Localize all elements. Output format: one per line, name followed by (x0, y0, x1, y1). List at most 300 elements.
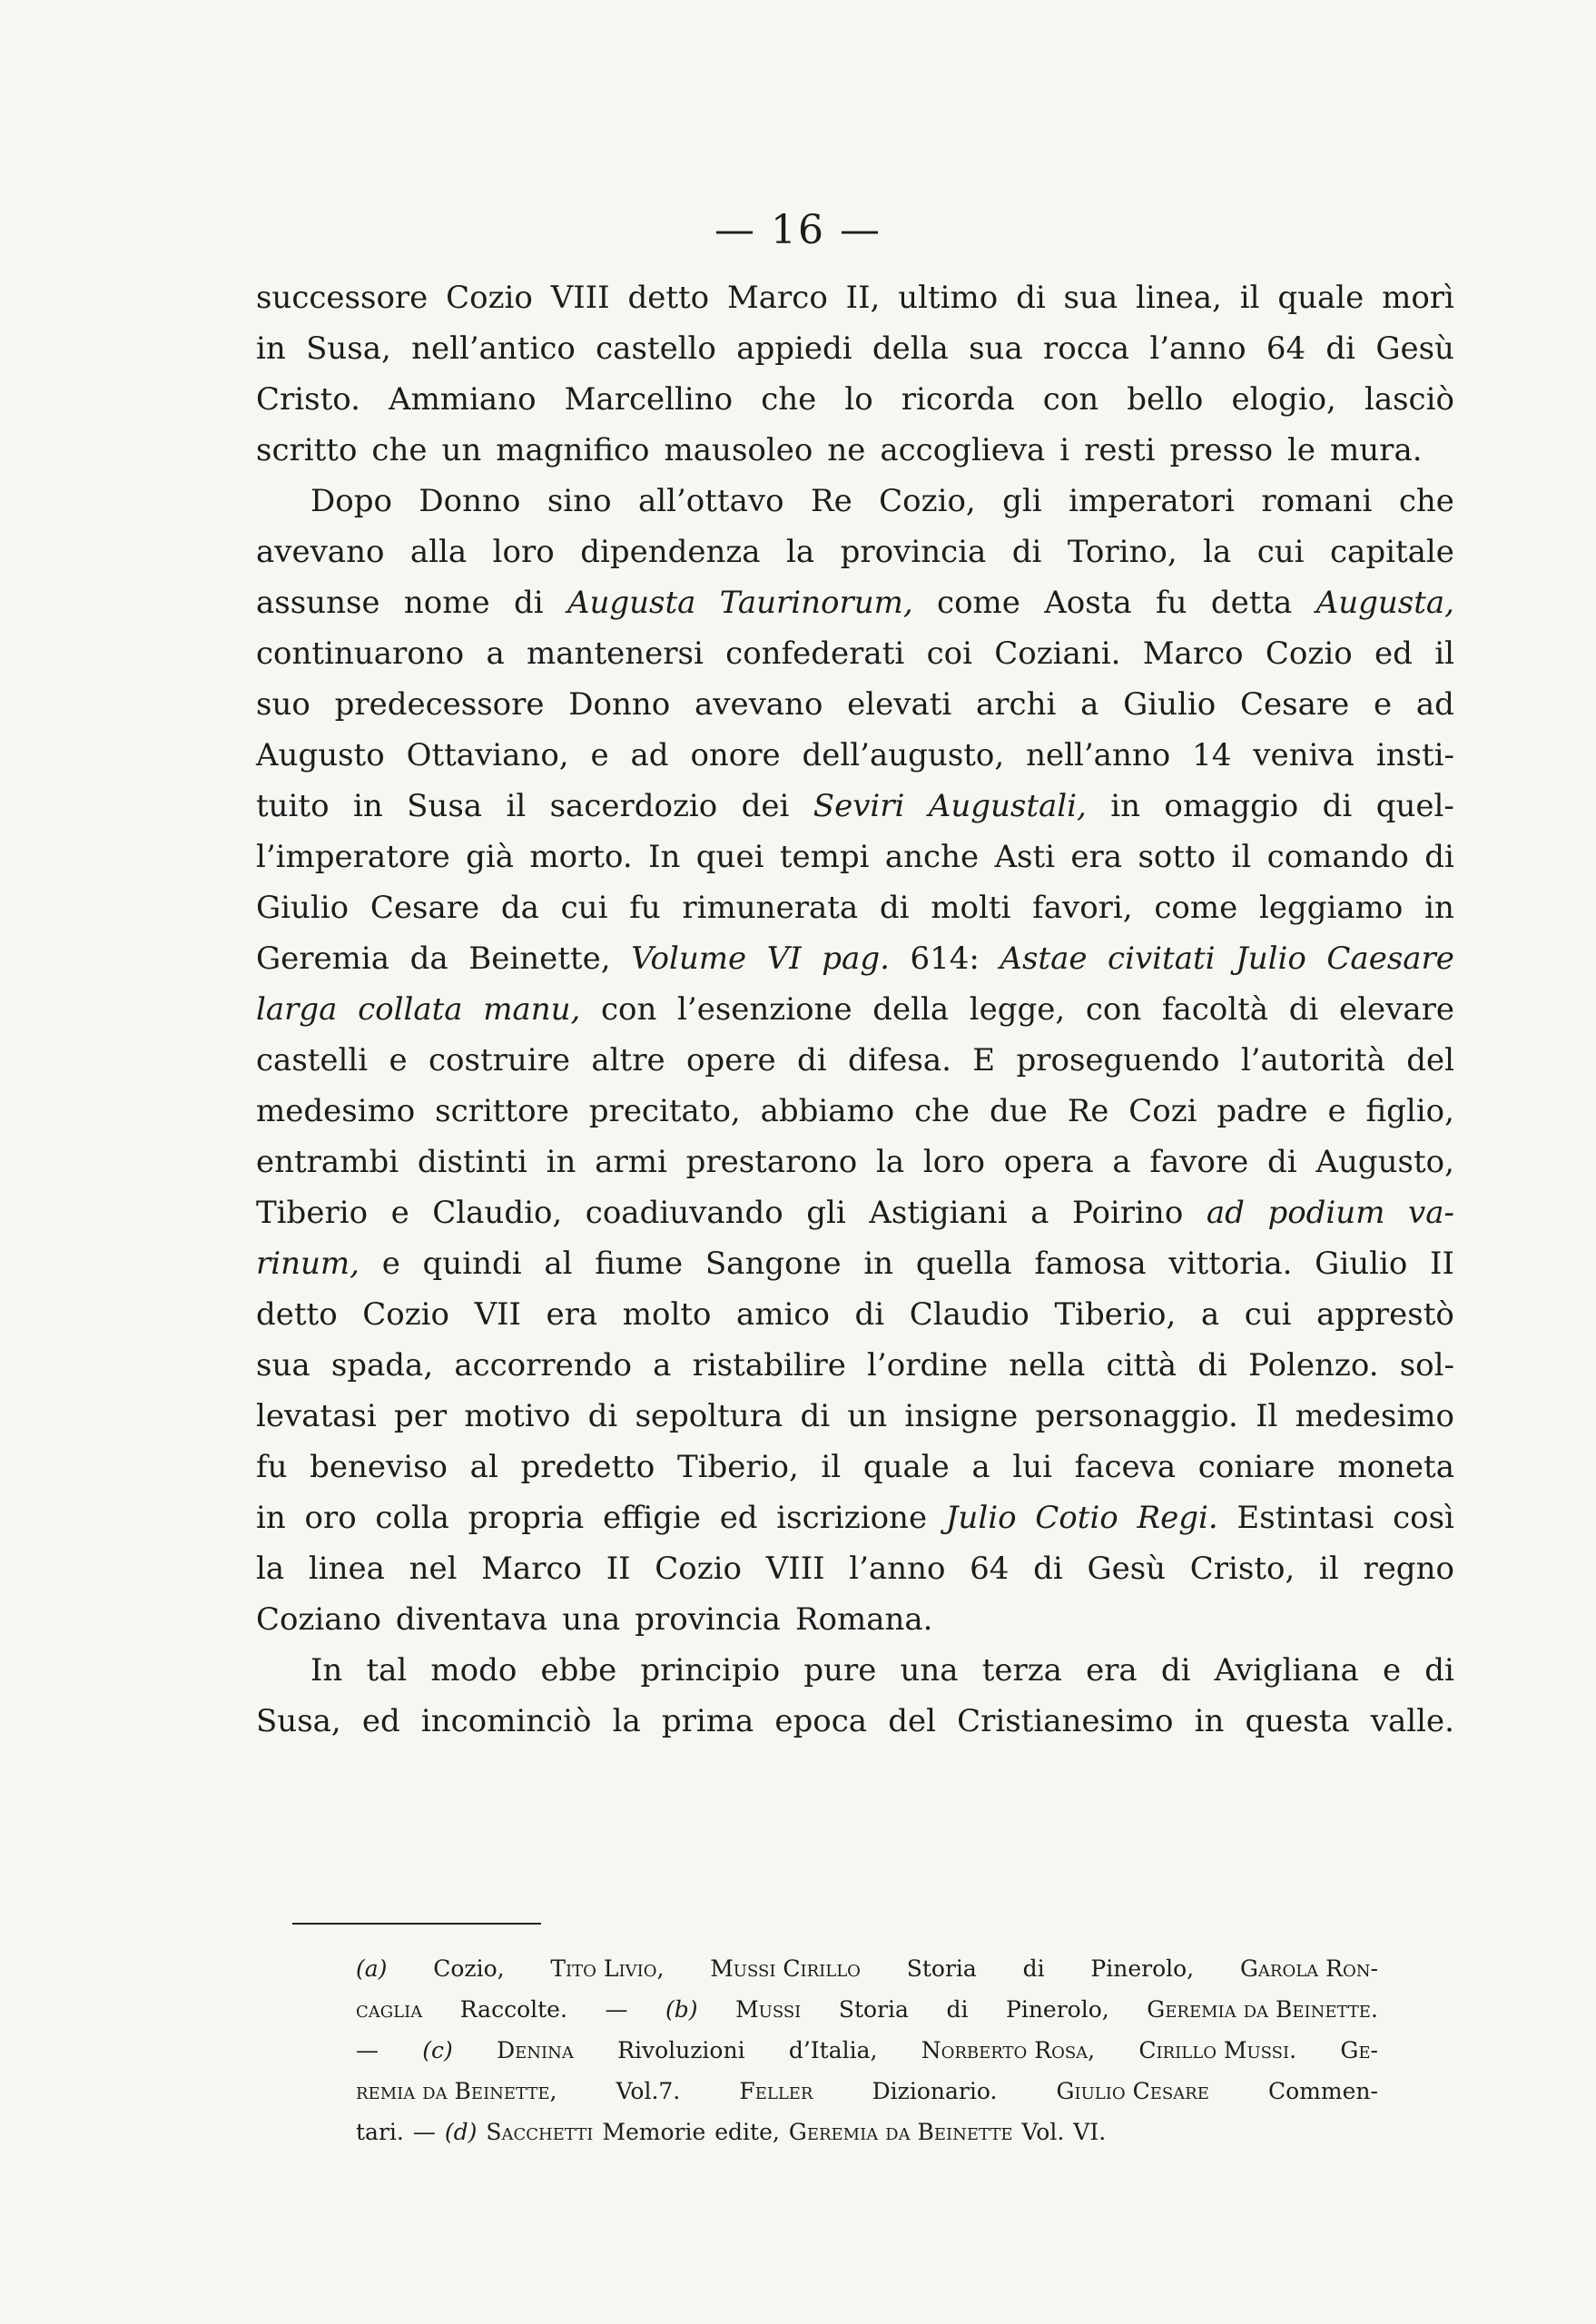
word: legge, (969, 991, 1066, 1028)
word: Tiberio, (1054, 1296, 1177, 1333)
word: ebbe (540, 1652, 617, 1689)
word: Asti (994, 839, 1056, 875)
word: Sangone (704, 1246, 842, 1282)
word: sua (256, 1347, 310, 1384)
word: Gesù (1375, 330, 1454, 367)
word: Il (1256, 1398, 1278, 1434)
word: predetto (520, 1449, 655, 1485)
word: della (872, 991, 950, 1028)
word: Cristianesimo (957, 1703, 1174, 1739)
word: Tiberio (256, 1195, 369, 1231)
word: di (513, 585, 544, 621)
word: un (441, 432, 482, 468)
word: epoca (774, 1703, 868, 1739)
word: Cesare (369, 890, 480, 926)
word: il (1434, 635, 1454, 672)
word: Augusta (566, 585, 696, 621)
word: difesa. (848, 1042, 951, 1078)
word: con (1042, 381, 1099, 418)
word: (a) (356, 1955, 388, 1982)
word: linea (308, 1551, 385, 1587)
word: Cozio (446, 280, 533, 316)
body-text (256, 272, 1454, 1747)
word: Julio (1236, 940, 1306, 977)
word: e (390, 1195, 409, 1231)
word: anche (884, 839, 980, 875)
word: Claudio (909, 1296, 1030, 1333)
word: leggiamo (1258, 890, 1404, 926)
footnote-line (356, 1989, 1378, 2030)
word: Denina (497, 2037, 574, 2063)
word: città (1106, 1347, 1177, 1384)
word: opera (1003, 1144, 1094, 1180)
word: da (409, 940, 448, 977)
word: Donno (568, 686, 671, 723)
word: del (888, 1703, 936, 1739)
word: Re (811, 483, 852, 519)
word: Marcellino (564, 381, 734, 418)
word: padre (1217, 1093, 1308, 1129)
word: famosa (1034, 1246, 1147, 1282)
word: il (1319, 1551, 1339, 1587)
word: omaggio (1164, 788, 1299, 824)
word: nel (409, 1551, 458, 1587)
text-line (256, 984, 1454, 1035)
footnote-separator (292, 1923, 541, 1925)
word: Taurinorum, (719, 585, 913, 621)
word: romani (1261, 483, 1373, 519)
word: sepoltura (635, 1398, 783, 1434)
word: a (486, 635, 505, 672)
word: armi (595, 1144, 667, 1180)
word: onore (690, 737, 781, 773)
word: entrambi (256, 1144, 399, 1180)
word: accorrendo (454, 1347, 632, 1384)
word: Susa, (306, 330, 391, 367)
word: Poirino (1071, 1195, 1184, 1231)
word: ultimo (898, 280, 999, 316)
word: in (1424, 890, 1454, 926)
text-line (256, 425, 1454, 476)
word: un (847, 1398, 888, 1434)
footnote-line (356, 2030, 1378, 2071)
word: di (1325, 330, 1356, 367)
word: le (1287, 432, 1316, 468)
word: per (393, 1398, 448, 1434)
word: comando (1266, 839, 1409, 875)
word: a (1200, 1296, 1220, 1333)
word: edite, (714, 2119, 780, 2145)
word: all’ottavo (637, 483, 784, 519)
word: nell’anno (1026, 737, 1171, 773)
word: in (256, 1500, 286, 1536)
word: di (879, 890, 910, 926)
word: larga (256, 991, 338, 1028)
word: facoltà (1161, 991, 1269, 1028)
word: Donno (419, 483, 521, 519)
word: Vol.7. (616, 2078, 681, 2104)
word: ad (1206, 1195, 1245, 1231)
word: VI. (1073, 2119, 1107, 2145)
word: oro (304, 1500, 357, 1536)
word: morì (1382, 280, 1454, 316)
text-line (256, 323, 1454, 374)
word: Ottaviano, (406, 737, 569, 773)
word: l’anno (849, 1551, 946, 1587)
word: la (1203, 534, 1232, 570)
word: successore (256, 280, 429, 316)
word: Cozi (1128, 1093, 1197, 1129)
word: confederati (725, 635, 905, 672)
text-line (256, 1594, 1454, 1645)
word: assunse (256, 585, 380, 621)
word: lui (1012, 1449, 1052, 1485)
word: l’anno (1149, 330, 1246, 367)
word: rinum, (256, 1246, 360, 1282)
word: era (1070, 839, 1123, 875)
word: predecessore (334, 686, 545, 723)
word: Marco (481, 1551, 583, 1587)
word: rocca (1043, 330, 1130, 367)
word: regno (1363, 1551, 1454, 1587)
text-line (256, 1442, 1454, 1492)
word: Dizionario. (872, 2078, 998, 2104)
word: la (256, 1551, 285, 1587)
word: Augusta, (1315, 585, 1454, 621)
word: Cozio (1265, 635, 1353, 672)
text-line (256, 1086, 1454, 1137)
word: di (797, 1042, 827, 1078)
word: dei (741, 788, 790, 824)
word: II (1430, 1246, 1454, 1282)
word: Commen- (1268, 2078, 1378, 2104)
text-line (256, 1391, 1454, 1442)
word: in (256, 330, 286, 367)
word: e (1382, 1652, 1402, 1689)
word: da (500, 890, 539, 926)
word: favore (1149, 1144, 1249, 1180)
word: Caesare (1326, 940, 1454, 977)
word: morto. (529, 839, 633, 875)
word: castello (596, 330, 716, 367)
word: Coziani. (994, 635, 1121, 672)
word: che (371, 432, 428, 468)
word: l’ordine (867, 1347, 989, 1384)
text-line (256, 882, 1454, 933)
word: ad (630, 737, 669, 773)
word: Ammiano (389, 381, 537, 418)
word: lasciò (1364, 381, 1454, 418)
word: due (990, 1093, 1048, 1129)
word: una (562, 1601, 621, 1638)
text-line (256, 781, 1454, 832)
word: d’Italia, (788, 2037, 878, 2063)
word: (b) (665, 1996, 698, 2023)
word: molti (931, 890, 1011, 926)
word: insigne (904, 1398, 1019, 1434)
text-line (256, 1543, 1454, 1594)
word: lo (844, 381, 873, 418)
word: gli (1002, 483, 1042, 519)
word: veniva (1253, 737, 1355, 773)
word: sino (547, 483, 612, 519)
word: imperatori (1069, 483, 1235, 519)
word: Giulio (256, 890, 350, 926)
word: fiume (595, 1246, 684, 1282)
footnote-line (356, 2071, 1378, 2112)
word: ristabilire (692, 1347, 846, 1384)
word: incominciò (420, 1703, 592, 1739)
text-line (256, 1492, 1454, 1543)
word: continuarono (256, 635, 465, 672)
word: Astigiani (869, 1195, 1008, 1231)
word: Torino, (1067, 534, 1177, 570)
text-line (256, 374, 1454, 425)
word: principio (640, 1652, 781, 1689)
word: medesimo (1295, 1398, 1454, 1434)
word: ed (719, 1500, 758, 1536)
word: quindi (422, 1246, 522, 1282)
word: l’autorità (1240, 1042, 1385, 1078)
word: il (821, 1449, 842, 1485)
word: quei (695, 839, 764, 875)
word: Cirillo Mussi. (1138, 2037, 1297, 2063)
word: di (854, 1296, 885, 1333)
word: sotto (1138, 839, 1217, 875)
word: amico (736, 1296, 830, 1333)
text-line (256, 1289, 1454, 1340)
word: in (863, 1246, 894, 1282)
word: Cozio (362, 1296, 449, 1333)
word: prestarono (685, 1144, 858, 1180)
word: a (971, 1449, 990, 1485)
word: presso (1169, 432, 1274, 468)
word: Coziano (256, 1601, 381, 1638)
word: 64 (1266, 330, 1306, 367)
word: Aosta (1044, 585, 1132, 621)
word: favori, (1032, 890, 1133, 926)
word: Estintasi (1236, 1500, 1374, 1536)
word: VIII (550, 280, 610, 316)
word: moneta (1337, 1449, 1454, 1485)
word: resti (1084, 432, 1156, 468)
word: Romana. (794, 1601, 933, 1638)
word: cui (1256, 534, 1305, 570)
word: civitati (1108, 940, 1216, 977)
word: molto (622, 1296, 712, 1333)
word: personaggio. (1035, 1398, 1238, 1434)
word: colla (375, 1500, 449, 1536)
footnote-line (356, 1948, 1378, 1989)
word: così (1393, 1500, 1454, 1536)
text-line (256, 628, 1454, 679)
word: accoglieva (880, 432, 1046, 468)
word: terza (981, 1652, 1062, 1689)
word: vittoria. (1168, 1246, 1293, 1282)
word: nome (403, 585, 490, 621)
word: detta (1210, 585, 1293, 621)
word: Tiberio, (676, 1449, 799, 1485)
word: provincia (635, 1601, 781, 1638)
word: va- (1408, 1195, 1454, 1231)
word: Claudio, (432, 1195, 563, 1231)
word: era (1086, 1652, 1138, 1689)
word: di (946, 1996, 969, 2023)
word: in (546, 1144, 576, 1180)
word: coi (926, 635, 972, 672)
word: cui (560, 890, 608, 926)
page-number: — 16 — (714, 207, 882, 253)
word: mausoleo (664, 432, 813, 468)
word: Pinerolo, (1090, 1955, 1195, 1982)
word: sacerdozio (549, 788, 718, 824)
word: di (587, 1398, 618, 1434)
word: già (466, 839, 515, 875)
word: Gesù (1087, 1551, 1167, 1587)
word: Rivoluzioni (617, 2037, 745, 2063)
word: Memorie (602, 2119, 706, 2145)
word: remia da Beinette, (356, 2078, 557, 2104)
word: valle. (1370, 1703, 1454, 1739)
word: proseguendo (1016, 1042, 1220, 1078)
text-line (256, 1340, 1454, 1391)
word: Mussi Cirillo (710, 1955, 861, 1982)
word: quel- (1375, 788, 1454, 824)
word: VII (474, 1296, 521, 1333)
word: detto (627, 280, 710, 316)
word: Cristo. (256, 381, 360, 418)
word: di (1011, 534, 1042, 570)
word: in (1110, 788, 1141, 824)
text-line (256, 1187, 1454, 1238)
word: sol- (1399, 1347, 1454, 1384)
word: di (1016, 280, 1046, 316)
text-line (256, 1696, 1454, 1747)
word: levatasi (256, 1398, 377, 1434)
word: medesimo (256, 1093, 416, 1129)
word: fu (1156, 585, 1187, 621)
word: Polenzo. (1248, 1347, 1379, 1384)
word: VIII (765, 1551, 825, 1587)
word: elevati (847, 686, 952, 723)
word: ricorda (901, 381, 1015, 418)
word: la (875, 1144, 905, 1180)
word: prima (661, 1703, 754, 1739)
word: insti- (1375, 737, 1454, 773)
word: coniare (1197, 1449, 1315, 1485)
word: Giulio (1123, 686, 1217, 723)
word: — (356, 2037, 379, 2063)
word: II (606, 1551, 631, 1587)
word: Cotio (1035, 1500, 1118, 1536)
text-line (256, 1645, 1454, 1696)
word: costruire (429, 1042, 571, 1078)
word: di (800, 1398, 831, 1434)
word: opere (685, 1042, 776, 1078)
word: diventava (395, 1601, 548, 1638)
word: in (1194, 1703, 1225, 1739)
word: mantenersi (527, 635, 704, 672)
word: loro (922, 1144, 985, 1180)
word: di (1033, 1551, 1063, 1587)
word: dipendenza (580, 534, 761, 570)
word: — (605, 1996, 628, 2023)
word: Susa (407, 788, 483, 824)
word: nell’antico (411, 330, 576, 367)
text-line (256, 527, 1454, 577)
word: spada, (330, 1347, 434, 1384)
word: con (1085, 991, 1142, 1028)
word: i (1059, 432, 1070, 468)
word: quella (915, 1246, 1012, 1282)
word: era (546, 1296, 598, 1333)
word: avevano (694, 686, 823, 723)
text-line (256, 730, 1454, 781)
word: modo (430, 1652, 517, 1689)
word: ne (827, 432, 866, 468)
word: Beinette, (468, 940, 611, 977)
word: sua (969, 330, 1023, 367)
word: Mussi (735, 1996, 802, 2023)
word: Astae (1000, 940, 1088, 977)
word: dell’augusto, (802, 737, 1005, 773)
word: Re (1067, 1093, 1109, 1129)
word: che (761, 381, 817, 418)
word: Cozio, (433, 1955, 505, 1982)
text-line (256, 679, 1454, 730)
word: Volume (631, 940, 747, 977)
word: Garola Ron- (1239, 1955, 1378, 1982)
word: del (1406, 1042, 1454, 1078)
word: e (381, 1246, 400, 1282)
word: tari. (356, 2119, 404, 2145)
word: a (1112, 1144, 1131, 1180)
word: tuito (256, 788, 330, 824)
footnote-line (356, 2112, 1378, 2152)
word: castelli (256, 1042, 369, 1078)
word: podium (1267, 1195, 1385, 1231)
word: e (1373, 686, 1393, 723)
word: Regi. (1137, 1500, 1218, 1536)
word: Giulio (1315, 1246, 1408, 1282)
word: che (914, 1093, 970, 1129)
word: elogio, (1231, 381, 1336, 418)
word: il (1239, 280, 1260, 316)
word: effigie (603, 1500, 701, 1536)
word: suo (256, 686, 310, 723)
word: Augusto (256, 737, 385, 773)
footnotes (356, 1948, 1378, 2152)
word: come (1154, 890, 1238, 926)
word: al (469, 1449, 498, 1485)
word: Cesare (1240, 686, 1350, 723)
word: alla (409, 534, 468, 570)
word: a (1030, 1195, 1049, 1231)
word: a (1080, 686, 1099, 723)
word: manu, (483, 991, 581, 1028)
word: Ge- (1340, 2037, 1378, 2063)
word: Augustali, (928, 788, 1087, 824)
word: collata (358, 991, 463, 1028)
word: 614: (910, 940, 980, 977)
word: Vol. (1021, 2119, 1065, 2145)
word: della (872, 330, 949, 367)
word: figlio, (1365, 1093, 1454, 1129)
text-line (256, 832, 1454, 882)
word: gli (806, 1195, 846, 1231)
word: che (1398, 483, 1454, 519)
word: Geremia (256, 940, 390, 977)
